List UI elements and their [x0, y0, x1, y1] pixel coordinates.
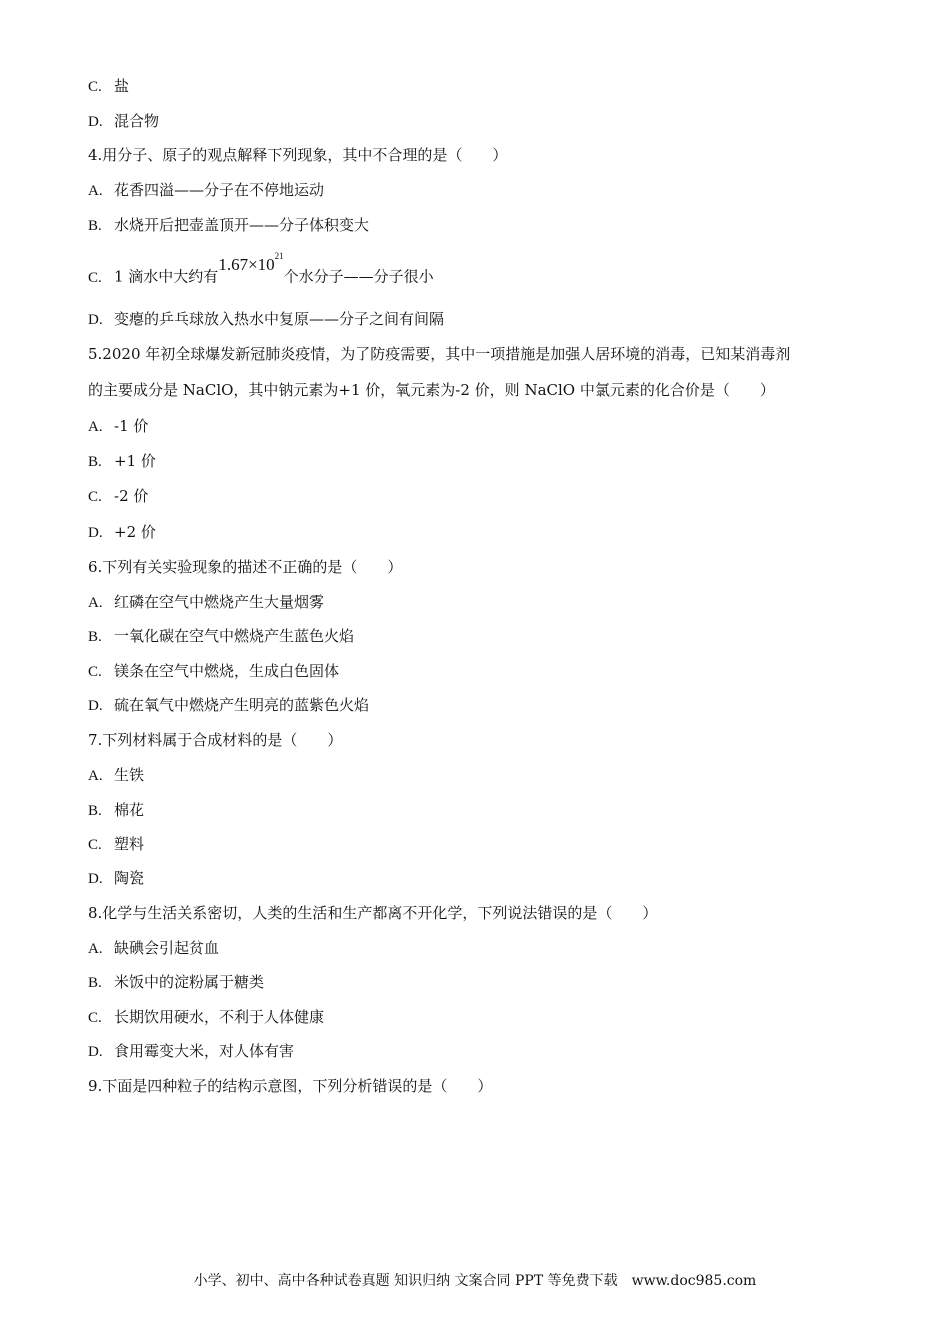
option-label: A.	[88, 183, 103, 199]
q8-option-a	[88, 938, 219, 959]
scientific-number	[218, 251, 284, 274]
q6-stem: 6.下列有关实验现象的描述不正确的是（ ）	[88, 558, 403, 576]
q3-option-d	[88, 111, 159, 132]
sci-exponent: 21	[274, 251, 284, 261]
q7-option-d	[88, 868, 144, 889]
option-text: 盐	[114, 77, 130, 95]
option-label: B.	[88, 975, 102, 991]
option-text: 变瘪的乒乓球放入热水中复原——分子之间有间隔	[114, 310, 445, 328]
option-text: 镁条在空气中燃烧，生成白色固体	[114, 662, 340, 680]
q7-option-c	[88, 834, 144, 855]
option-text: 陶瓷	[114, 869, 145, 887]
q8-option-c	[88, 1007, 324, 1028]
option-label: D.	[88, 698, 103, 714]
q5-option-c	[88, 486, 148, 507]
q5-option-b	[88, 451, 156, 472]
q5-option-d	[88, 522, 156, 543]
option-text: +2 价	[114, 523, 156, 541]
q4-option-a	[88, 180, 324, 201]
option-label: C.	[88, 489, 102, 505]
option-text: 花香四溢——分子在不停地运动	[114, 181, 325, 199]
option-label: C.	[88, 269, 102, 286]
option-text: 棉花	[114, 801, 145, 819]
option-label: A.	[88, 419, 103, 435]
q9-stem: 9.下面是四种粒子的结构示意图，下列分析错误的是（ ）	[88, 1077, 493, 1095]
option-text-pre: 1 滴水中大约有	[114, 267, 219, 286]
q8-option-b	[88, 972, 264, 993]
q7-stem: 7.下列材料属于合成材料的是（ ）	[88, 731, 343, 749]
option-label: D.	[88, 114, 103, 130]
option-text-post: 个水分子——分子很小	[283, 267, 434, 286]
option-label: A.	[88, 768, 103, 784]
q4-option-c	[88, 251, 434, 288]
q5-stem-line1: 5.2020 年初全球爆发新冠肺炎疫情，为了防疫需要，其中一项措施是加强人居环境的消毒，已知某消毒剂	[88, 345, 791, 363]
option-text: 生铁	[114, 766, 145, 784]
option-label: D.	[88, 871, 103, 887]
option-label: C.	[88, 837, 102, 853]
q6-option-d	[88, 695, 369, 716]
option-text: +1 价	[114, 452, 156, 470]
option-label: B.	[88, 629, 102, 645]
option-label: C.	[88, 664, 102, 680]
q8-option-d	[88, 1041, 294, 1062]
option-text: 水烧开后把壶盖顶开——分子体积变大	[114, 216, 370, 234]
q4-option-b	[88, 215, 369, 236]
option-text: 食用霉变大米，对人体有害	[114, 1042, 295, 1060]
option-label: A.	[88, 595, 103, 611]
q6-option-a	[88, 592, 324, 613]
option-text: 长期饮用硬水，不利于人体健康	[114, 1008, 325, 1026]
option-label: B.	[88, 454, 102, 470]
q3-option-c	[88, 76, 129, 97]
option-text: 一氧化碳在空气中燃烧产生蓝色火焰	[114, 627, 355, 645]
option-text: 塑料	[114, 835, 145, 853]
option-text: 米饭中的淀粉属于糖类	[114, 973, 265, 991]
option-text: -2 价	[114, 487, 149, 505]
option-text: 硫在氧气中燃烧产生明亮的蓝紫色火焰	[114, 696, 370, 714]
option-text: 缺碘会引起贫血	[114, 939, 220, 957]
option-label: D.	[88, 312, 103, 328]
option-text: -1 价	[114, 417, 149, 435]
q7-option-a	[88, 765, 144, 786]
option-text: 红磷在空气中燃烧产生大量烟雾	[114, 593, 325, 611]
option-label: D.	[88, 525, 103, 541]
q6-option-b	[88, 626, 354, 647]
option-label: C.	[88, 1010, 102, 1026]
q6-option-c	[88, 661, 339, 682]
q4-option-d	[88, 309, 444, 330]
option-label: C.	[88, 79, 102, 95]
option-text: 混合物	[114, 112, 160, 130]
option-label: B.	[88, 218, 102, 234]
q5-option-a	[88, 416, 148, 437]
option-label: A.	[88, 941, 103, 957]
q5-stem-line2: 的主要成分是 NaClO，其中钠元素为+1 价，氧元素为-2 价，则 NaClO 中氯元素的化合价是（ ）	[88, 381, 775, 399]
q8-stem: 8.化学与生活关系密切，人类的生活和生产都离不开化学，下列说法错误的是（ ）	[88, 904, 658, 922]
q4-stem: 4.用分子、原子的观点解释下列现象，其中不合理的是（ ）	[88, 146, 508, 164]
q7-option-b	[88, 800, 144, 821]
option-label: D.	[88, 1044, 103, 1060]
sci-mantissa: 1.67×10	[218, 254, 275, 274]
page-footer: 小学、初中、高中各种试卷真题 知识归纳 文案合同 PPT 等免费下载 www.doc985.com	[193, 1273, 757, 1289]
option-label: B.	[88, 803, 102, 819]
